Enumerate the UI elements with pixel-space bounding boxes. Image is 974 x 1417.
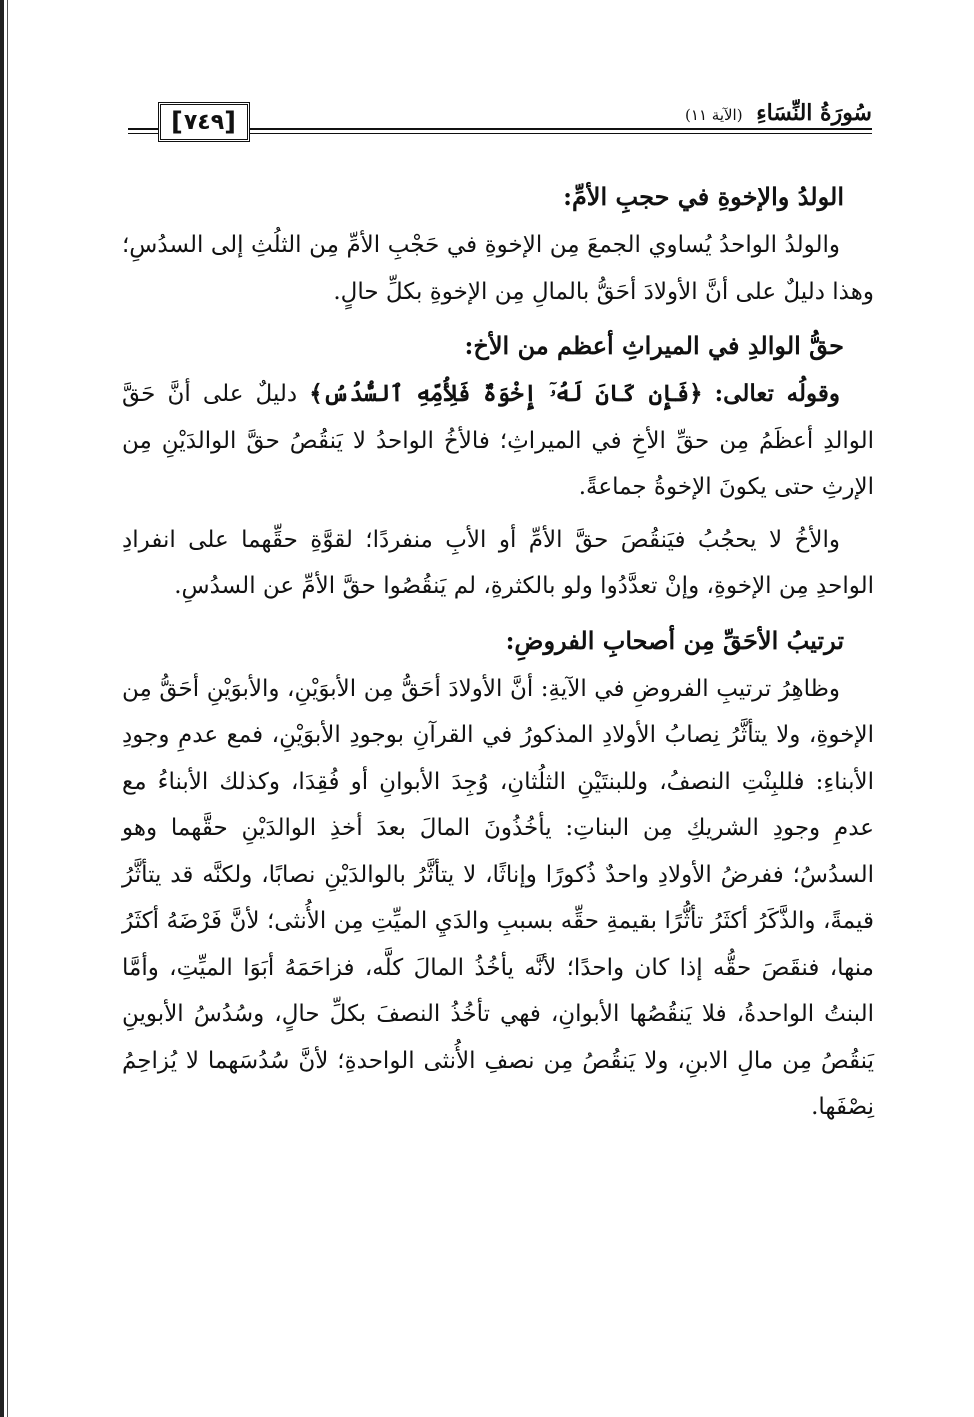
- surah-title: سُورَةُ النِّسَاءِ: [756, 100, 872, 126]
- paragraph: والأخُ لا يحجُبُ فيَنقُصَ حقَّ الأمِّ أو الأبِ منفردًا؛ لقوَّةِ حقِّهما على انفرادِ الواحدِ مِن الإخوةِ، وإنْ تعدَّدُوا ولو بالكثرةِ، لم يَنقُصُوا حقَّ الأمِّ عن السدُسِ.: [122, 526, 874, 599]
- page-body: [122, 172, 874, 1131]
- quran-verse: ﴿فَإِن كَانَ لَهُۥٓ إِخْوَةٌ فَلِأُمِّهِ ٱلسُّدُسُ﴾: [309, 380, 703, 407]
- section-heading: ترتيبُ الأحَقِّ مِن أصحابِ الفروضِ:: [505, 625, 844, 655]
- verse-lead: وقولُه تعالى:: [714, 380, 840, 407]
- page-number-box: [ ٧٤٩ ]: [158, 102, 250, 142]
- scan-edge: [0, 0, 4, 1417]
- page-number: ٧٤٩: [183, 109, 225, 135]
- scan-edge-line: [7, 0, 8, 1417]
- running-title: [675, 100, 872, 126]
- verse-paragraph: [122, 371, 874, 511]
- section-heading: الولدُ والإخوةِ في حجبِ الأمِّ:: [563, 182, 844, 211]
- ayah-reference: (الآية ١١): [685, 106, 743, 124]
- section-heading: حقُّ الوالدِ في الميراثِ أعظم من الأخ:: [464, 331, 844, 360]
- verse-commentary: دليلٌ على أنَّ حَقَّ الوالدِ أعظَمُ مِن حقِّ الأخِ في الميراثِ؛ فالأخُ الواحدُ لا يَنقُصُ حقَّ الوالدَيْنِ مِن الإرثِ حتى يكونَ الإخوةُ جماعةً.: [122, 381, 874, 500]
- page-header: [128, 98, 872, 148]
- paragraph: وظاهِرُ ترتيبِ الفروضِ في الآيةِ: أنَّ الأولادَ أحَقُّ مِن الأبوَيْنِ، والأبوَيْنِ أحَقُّ مِن الإخوةِ، ولا يتأثَّرُ نِصابُ الأولادِ المذكورُ في القرآنِ بوجودِ الأبوَيْنِ، فمع عدمِ وجودِ الأبناءِ: فللبِنْتِ النصفُ، وللبنتَيْنِ الثلُثانِ، وُجِدَ الأبوانِ أو فُقِدَا، وكذلك الأبناءُ مع عدمِ وجودِ الشريكِ مِن البناتِ: يأخُذُونَ المالَ بعدَ أخذِ الوالدَيْنِ حقَّهما وهو السدُسُ؛ ففرضُ الأولادِ واحدٌ ذُكورًا وإناثًا، لا يتأثَّرُ بالوالدَيْنِ نصابًا، ولكنَّه قد يتأثَّرُ قيمةً، والذَّكَرُ أكثَرُ تأثُّرًا بقيمةِ حقِّه بسببِ والدَيِ الميِّتِ مِن الأُنثى؛ لأنَّ فَرْضَهُ أكثَرُ منها، فنقَصَ حقُّه إذا كان واحدًا؛ لأنَّه يأخُذُ المالَ كلَّه، فزاحَمَهُ أبَوَا الميِّتِ، وأمَّا البنتُ الواحدةُ، فلا يَنقُصُها الأبوانِ، فهي تأخُذُ النصفَ بكلِّ حالٍ، وسُدُسُ الأبوينِ يَنقُصُ مِن مالِ الابنِ، ولا يَنقُصُ مِن نصفِ الأُنثى الواحدةِ؛ لأنَّ سُدُسَهما لا يُزاحِمُ نِصْفَها.: [122, 675, 874, 1120]
- paragraph: والولدُ الواحدُ يُساوي الجمعَ مِن الإخوةِ في حَجْبِ الأمِّ مِن الثلُثِ إلى السدُسِ؛ وهذا دليلٌ على أنَّ الأولادَ أحَقُّ بالمالِ مِن الإخوةِ بكلِّ حالٍ.: [122, 232, 874, 305]
